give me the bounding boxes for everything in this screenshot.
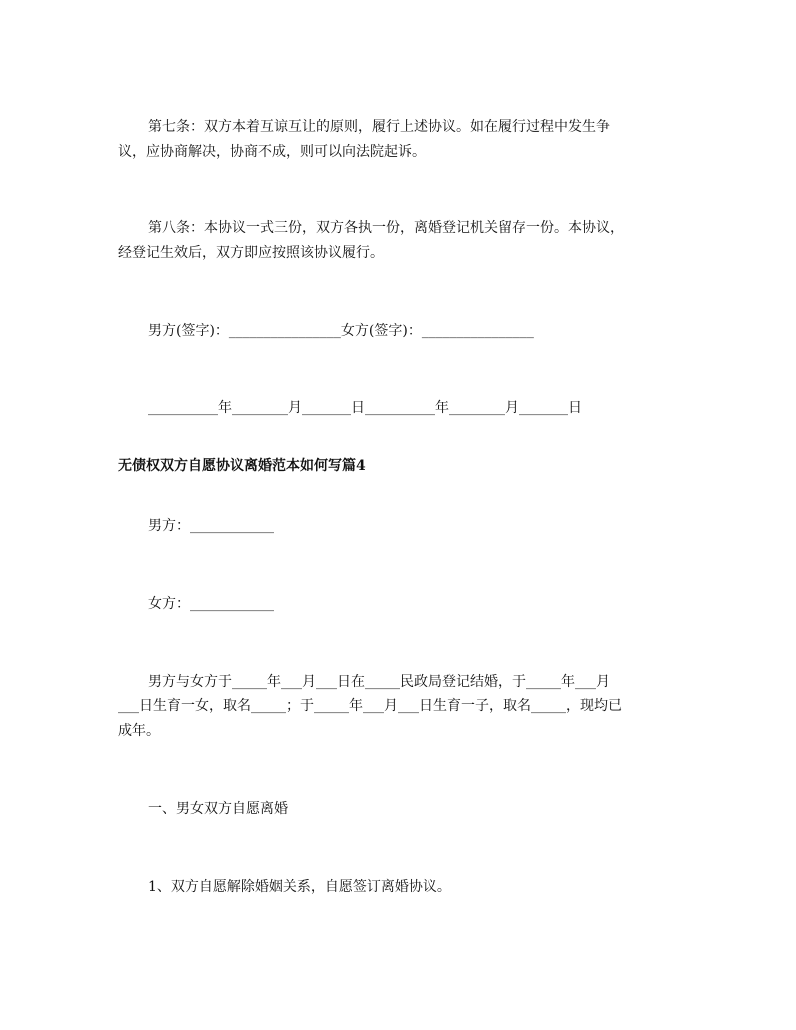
date-line: __________年________月_______日__________年________月_______日	[148, 400, 582, 416]
part1-heading: 一、男女双方自愿离婚	[148, 801, 288, 817]
marriage-info-line3: 成年。	[118, 723, 160, 739]
signature-line: 男方(签字)：________________女方(签字)：________________	[148, 323, 534, 339]
article7-line1: 第七条：双方本着互谅互让的原则，履行上述协议。如在履行过程中发生争	[148, 119, 610, 135]
item1-text: 1、双方自愿解除婚姻关系，自愿签订离婚协议。	[148, 879, 451, 895]
female-party-line: 女方：____________	[148, 596, 274, 612]
male-party-line: 男方：____________	[148, 518, 274, 534]
marriage-info-line1: 男方与女方于_____年___月___日在_____民政局登记结婚，于_____年___月	[148, 674, 610, 690]
article7-line2: 议，应协商解决，协商不成，则可以向法院起诉。	[118, 144, 426, 160]
marriage-info-line2: ___日生育一女，取名_____；于_____年___月___日生育一子，取名_____，现均已	[118, 698, 622, 714]
article8-line1: 第八条：本协议一式三份，双方各执一份，离婚登记机关留存一份。本协议，	[148, 220, 624, 236]
article8-line2: 经登记生效后，双方即应按照该协议履行。	[118, 245, 384, 261]
section-heading: 无债权双方自愿协议离婚范本如何写篇4	[118, 458, 366, 474]
